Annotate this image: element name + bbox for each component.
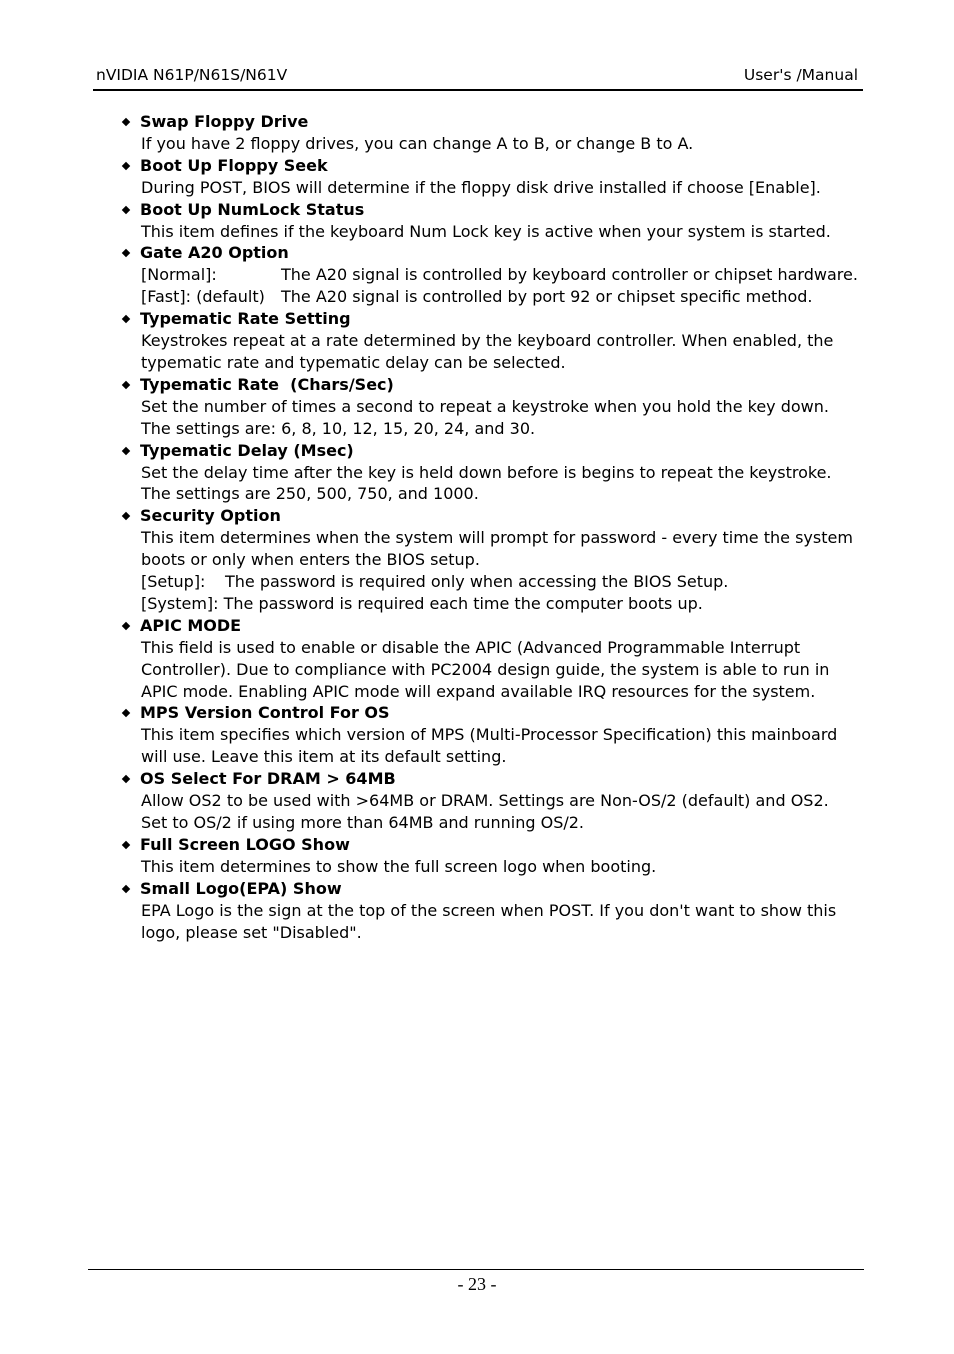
setting-item [120,768,865,834]
diamond-bullet-icon [122,446,130,454]
setting-description: During POST, BIOS will determine if the floppy disk drive installed if choose [Enable]. [141,177,821,197]
setting-title [120,440,865,462]
setting-item [120,878,865,944]
setting-item [120,199,865,243]
setting-option [120,264,865,286]
setting-item [120,111,865,155]
setting-title-text: APIC MODE [140,615,242,635]
setting-item [120,155,865,199]
setting-title-text: Typematic Rate Setting [140,309,351,329]
setting-title-text: Boot Up NumLock Status [140,199,365,219]
option-text: The password is required each time the computer boots up. [223,593,703,613]
setting-title [120,242,865,264]
diamond-bullet-icon [122,249,130,257]
setting-title [120,199,865,221]
diamond-bullet-icon [122,841,130,849]
setting-description: Set to OS/2 if using more than 64MB and running OS/2. [141,813,585,832]
option-text: The password is required only when accessing the BIOS Setup. [225,572,729,592]
diamond-bullet-icon [122,162,130,170]
setting-title-text: Typematic Delay (Msec) [140,440,354,460]
page-header [96,66,858,86]
setting-title [120,155,865,177]
setting-title [120,834,865,856]
diamond-bullet-icon [122,205,130,213]
setting-item [120,702,865,768]
diamond-bullet-icon [122,512,130,520]
setting-description: Set the number of times a second to repeat a keystroke when you hold the key down. [141,396,829,416]
setting-title [120,308,865,330]
setting-item [120,615,865,703]
setting-description: Controller). Due to compliance with PC2004 design guide, the system is able to run in [141,659,830,679]
setting-description: This item determines when the system will prompt for password - every time the system [141,528,853,548]
setting-item [120,505,865,615]
setting-description: logo, please set "Disabled". [141,922,362,942]
setting-title-text: MPS Version Control For OS [140,703,390,723]
manual-label: User's /Manual [743,66,858,84]
setting-description: The settings are: 6, 8, 10, 12, 15, 20, 24, and 30. [141,418,536,438]
setting-title-text: Small Logo(EPA) Show [140,878,342,898]
setting-item [120,374,865,440]
setting-title [120,111,865,133]
setting-description: This field is used to enable or disable the APIC (Advanced Programmable Interrupt [141,637,801,657]
setting-title-text: OS Select For DRAM > 64MB [140,769,396,789]
setting-title-text: Security Option [140,506,281,526]
setting-description: Keystrokes repeat at a rate determined by the keyboard controller. When enabled, the [141,331,834,351]
option-label: [Fast]: (default) [141,287,265,307]
settings-list [120,111,865,943]
setting-title [120,878,865,900]
setting-description: Allow OS2 to be used with >64MB or DRAM. Settings are Non-OS/2 (default) and OS2. [141,791,829,811]
setting-title [120,702,865,724]
setting-description: will use. Leave this item at its default setting. [141,747,507,767]
setting-item [120,242,865,308]
option-text: The A20 signal is controlled by keyboard controller or chipset hardware. [281,265,858,285]
setting-description: EPA Logo is the sign at the top of the screen when POST. If you don't want to show this [141,900,837,920]
option-label: [System]: [141,593,219,613]
option-text: The A20 signal is controlled by port 92 or chipset specific method. [281,287,813,307]
setting-option [120,286,865,308]
diamond-bullet-icon [122,775,130,783]
diamond-bullet-icon [122,315,130,323]
setting-description: boots or only when enters the BIOS setup. [141,550,480,570]
setting-item [120,308,865,374]
diamond-bullet-icon [122,622,130,630]
setting-option [120,593,865,615]
setting-title [120,615,865,637]
setting-description: typematic rate and typematic delay can be selected. [141,352,566,372]
setting-item [120,440,865,506]
setting-description: If you have 2 floppy drives, you can change A to B, or change B to A. [141,133,694,153]
diamond-bullet-icon [122,118,130,126]
diamond-bullet-icon [122,884,130,892]
setting-description: APIC mode. Enabling APIC mode will expand available IRQ resources for the system. [141,681,816,701]
setting-title-text: Swap Floppy Drive [140,112,309,131]
setting-title-text: Typematic Rate (Chars/Sec) [140,374,394,394]
setting-title [120,505,865,527]
setting-description: This item determines to show the full screen logo when booting. [141,856,657,876]
setting-title-text: Gate A20 Option [140,243,289,263]
setting-description: The settings are 250, 500, 750, and 1000. [141,484,479,504]
diamond-bullet-icon [122,709,130,717]
setting-description: This item specifies which version of MPS (Multi-Processor Specification) this mainboard [141,725,838,745]
option-label: [Setup]: [141,572,206,592]
setting-title [120,768,865,790]
option-label: [Normal]: [141,265,217,285]
footer-divider [88,1269,864,1270]
setting-title-text: Full Screen LOGO Show [140,834,350,854]
document-title: nVIDIA N61P/N61S/N61V [96,66,288,84]
setting-title-text: Boot Up Floppy Seek [140,155,328,175]
page-number: - 23 - [457,1274,497,1294]
setting-item [120,834,865,878]
setting-description: This item defines if the keyboard Num Lock key is active when your system is started. [141,221,831,241]
setting-title [120,374,865,396]
setting-option [120,571,865,593]
setting-description: Set the delay time after the key is held down before is begins to repeat the keystroke. [141,462,832,482]
header-divider [93,89,863,91]
diamond-bullet-icon [122,381,130,389]
